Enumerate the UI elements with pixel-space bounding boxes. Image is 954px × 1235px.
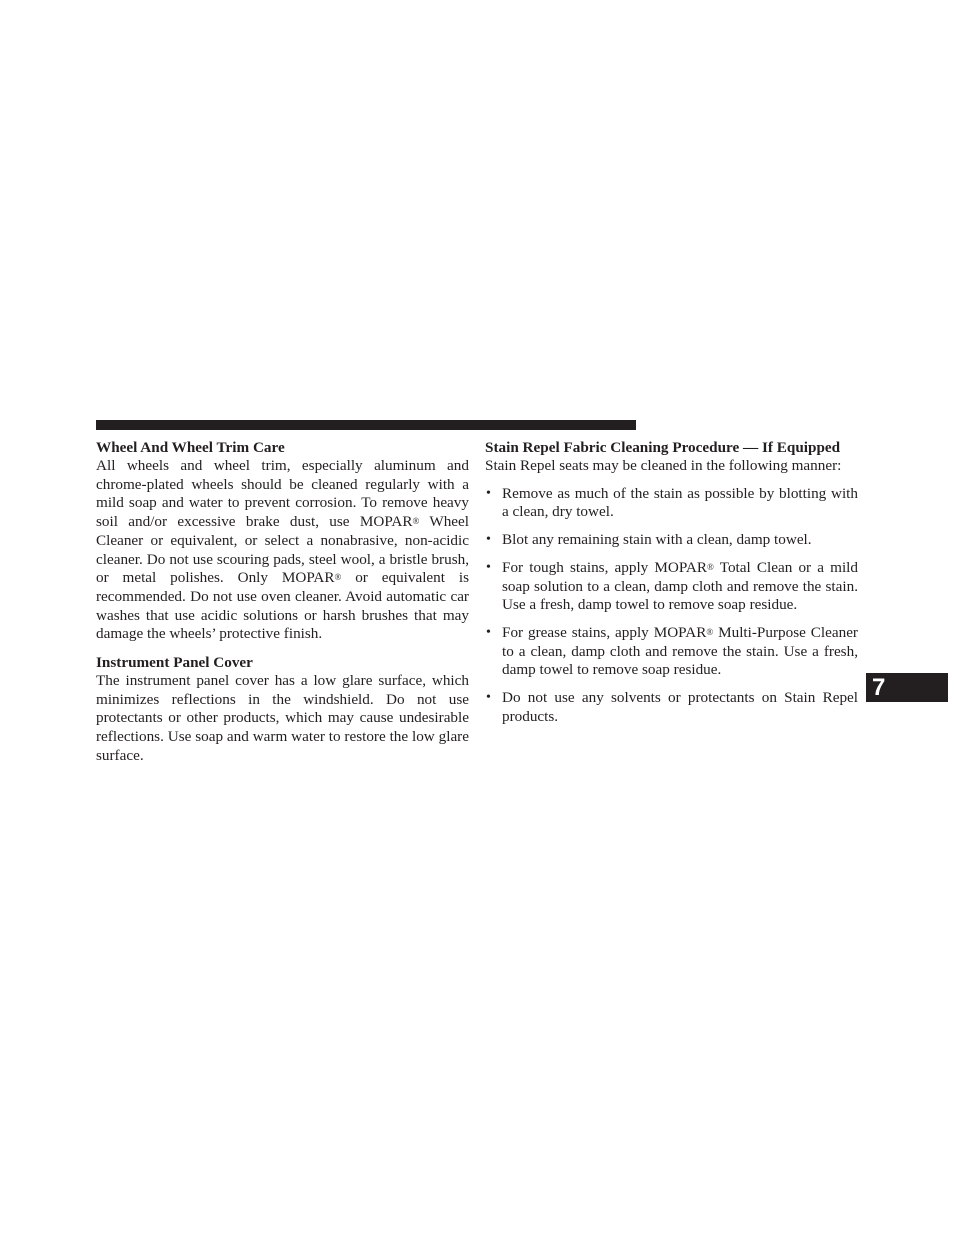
wheel-care-paragraph: [96, 457, 469, 644]
bullet-dot: •: [486, 559, 491, 575]
instrument-panel-heading: Instrument Panel Cover: [96, 654, 253, 672]
list-item-text: Do not use any solvents or protectants on Stain Repel products.: [502, 689, 858, 725]
bullet-dot: •: [486, 485, 491, 501]
wheel-text-part-3: or equivalent is recommended. Do not use oven cleaner. Avoid automatic car washes that use acidic solutions or harsh brushes that may damage the wheels’ protective finish.: [96, 569, 469, 643]
stain-repel-intro: Stain Repel seats may be cleaned in the following manner:: [485, 457, 842, 474]
registered-mark: ®: [706, 626, 714, 637]
list-item-text: Total Clean or a mild soap solution to a clean, damp cloth and remove the stain. Use a fresh, damp towel to remove soap residue.: [502, 558, 858, 614]
chapter-number: 7: [872, 674, 886, 701]
wheel-text-part-1: All wheels and wheel trim, especially aluminum and chrome-plated wheels should be cleaned regularly with a mild soap and water to prevent corrosion. To remove heavy soil and/or excessive brake dust, use MOPAR: [96, 457, 469, 531]
list-item-text: For tough stains, apply MOPAR: [502, 558, 708, 576]
list-item: [485, 531, 858, 550]
registered-mark: ®: [334, 572, 342, 583]
stain-repel-list: [485, 485, 858, 727]
header-rule: [96, 420, 636, 430]
bullet-dot: •: [486, 532, 491, 548]
wheel-care-heading: Wheel And Wheel Trim Care: [96, 439, 285, 456]
bullet-dot: •: [486, 690, 491, 706]
list-item: [485, 559, 858, 615]
right-column: [485, 438, 858, 735]
list-item-text: Remove as much of the stain as possible by blotting with a clean, dry towel.: [502, 484, 858, 521]
bullet-dot: •: [486, 624, 491, 640]
registered-mark: ®: [412, 516, 420, 527]
stain-repel-heading: Stain Repel Fabric Cleaning Procedure — If Equipped: [485, 439, 841, 456]
list-item-text: Multi-Purpose Cleaner to a clean, damp cloth and remove the stain. Use a fresh, damp towel to remove soap residue.: [502, 623, 858, 679]
wheel-text-part-2: Wheel Cleaner or equivalent, or select a nonabrasive, non-acidic cleaner. Do not use scouring pads, steel wool, a bristle brush, or metal polishes. Only MOPAR: [96, 513, 469, 587]
list-item: [485, 485, 858, 522]
list-item-text: Blot any remaining stain with a clean, damp towel.: [502, 531, 812, 549]
instrument-panel-paragraph: The instrument panel cover has a low glare surface, which minimizes reflections in the windshield. Do not use protectants or other products, which may cause undesirable reflections. Use soap and warm water to restore the low glare surface.: [96, 672, 469, 764]
list-item: [485, 689, 858, 726]
list-item-text: For grease stains, apply MOPAR: [502, 623, 707, 641]
registered-mark: ®: [707, 561, 714, 572]
list-item: [485, 624, 858, 680]
chapter-tab: [866, 673, 948, 702]
left-column: [96, 438, 469, 766]
